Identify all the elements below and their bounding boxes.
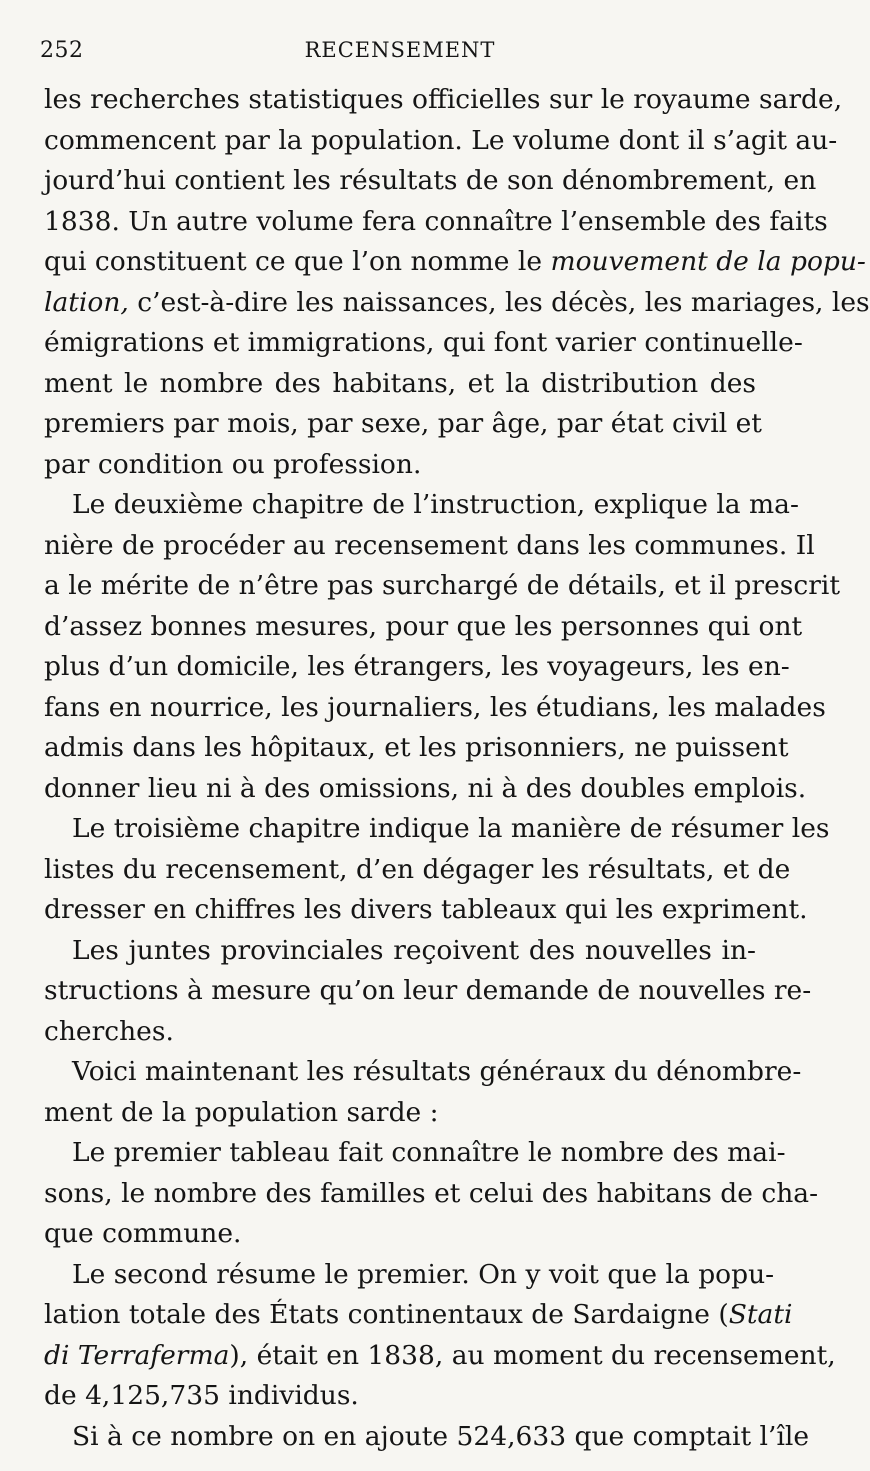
text-line: Les juntes provinciales reçoivent des nouvelles in- [72, 934, 756, 966]
text-line [44, 283, 870, 324]
text-line: jourd’hui contient les résultats de son dénombrement, en [44, 165, 817, 196]
text-line: que commune. [44, 1218, 242, 1249]
text-line [44, 242, 866, 283]
text-line: Le deuxième chapitre de l’instruction, explique la ma- [72, 489, 799, 520]
text-line: sons, le nombre des familles et celui des habitans de cha- [44, 1177, 819, 1209]
text-line: d’assez bonnes mesures, pour que les personnes qui ont [44, 610, 803, 642]
text-fragment: qui constituent ce que l’on nomme le [44, 246, 551, 277]
text-line: commencent par la population. Le volume dont il s’agit au- [44, 124, 838, 156]
text-line [44, 1336, 836, 1377]
text-fragment: lation totale des États continentaux de Sardaigne ( [44, 1299, 729, 1330]
text-line: plus d’un domicile, les étrangers, les voyageurs, les en- [44, 651, 790, 682]
text-line: a le mérite de n’être pas surchargé de détails, et il prescrit [44, 570, 840, 601]
text-line: fans en nourrice, les journaliers, les étudians, les malades [44, 691, 826, 723]
italic-term: di Terraferma [44, 1339, 230, 1371]
text-fragment: c’est-à-dire les naissances, les décès, les mariages, les [128, 286, 870, 318]
text-line: cherches. [44, 1015, 174, 1047]
text-line: listes du recensement, d’en dégager les résultats, et de [44, 853, 791, 885]
text-line: Le troisième chapitre indique la manière de résumer les [72, 813, 830, 844]
text-line: donner lieu ni à des omissions, ni à des doubles emplois. [44, 772, 807, 804]
text-line: premiers par mois, par sexe, par âge, par état civil et [44, 408, 762, 439]
text-line: Le premier tableau fait connaître le nombre des mai- [72, 1137, 786, 1168]
text-line: Le second résume le premier. On y voit que la popu- [72, 1258, 775, 1290]
page-header [40, 38, 760, 78]
running-head: RECENSEMENT [304, 38, 496, 62]
text-line: ment de la population sarde : [44, 1096, 439, 1128]
text-line: émigrations et immigrations, qui font varier continuelle- [44, 327, 803, 358]
italic-term: lation, [44, 286, 129, 318]
text-line: les recherches statistiques officielles sur le royaume sarde, [44, 84, 843, 115]
page-number: 252 [40, 38, 84, 63]
text-line: par condition ou profession. [44, 448, 422, 480]
text-line: de 4,125,735 individus. [44, 1380, 359, 1411]
text-line [44, 1295, 793, 1336]
text-line: Si à ce nombre on en ajoute 524,633 que comptait l’île [72, 1420, 810, 1452]
text-line: structions à mesure qu’on leur demande de nouvelles re- [44, 975, 812, 1006]
italic-term: Stati [728, 1299, 793, 1330]
text-line: nière de procéder au recensement dans les communes. Il [44, 529, 815, 561]
text-line: dresser en chiffres les divers tableaux qui les expriment. [44, 894, 808, 925]
text-line: ment le nombre des habitans, et la distribution des [44, 367, 756, 399]
text-fragment: ), était en 1838, au moment du recensement, [229, 1339, 836, 1371]
text-line: Voici maintenant les résultats généraux du dénombre- [72, 1056, 802, 1087]
italic-term: mouvement de la popu- [550, 246, 866, 277]
text-line: 1838. Un autre volume fera connaître l’ensemble des faits [44, 205, 828, 237]
body-text [44, 80, 870, 1457]
text-line: admis dans les hôpitaux, et les prisonniers, ne puissent [44, 732, 789, 763]
